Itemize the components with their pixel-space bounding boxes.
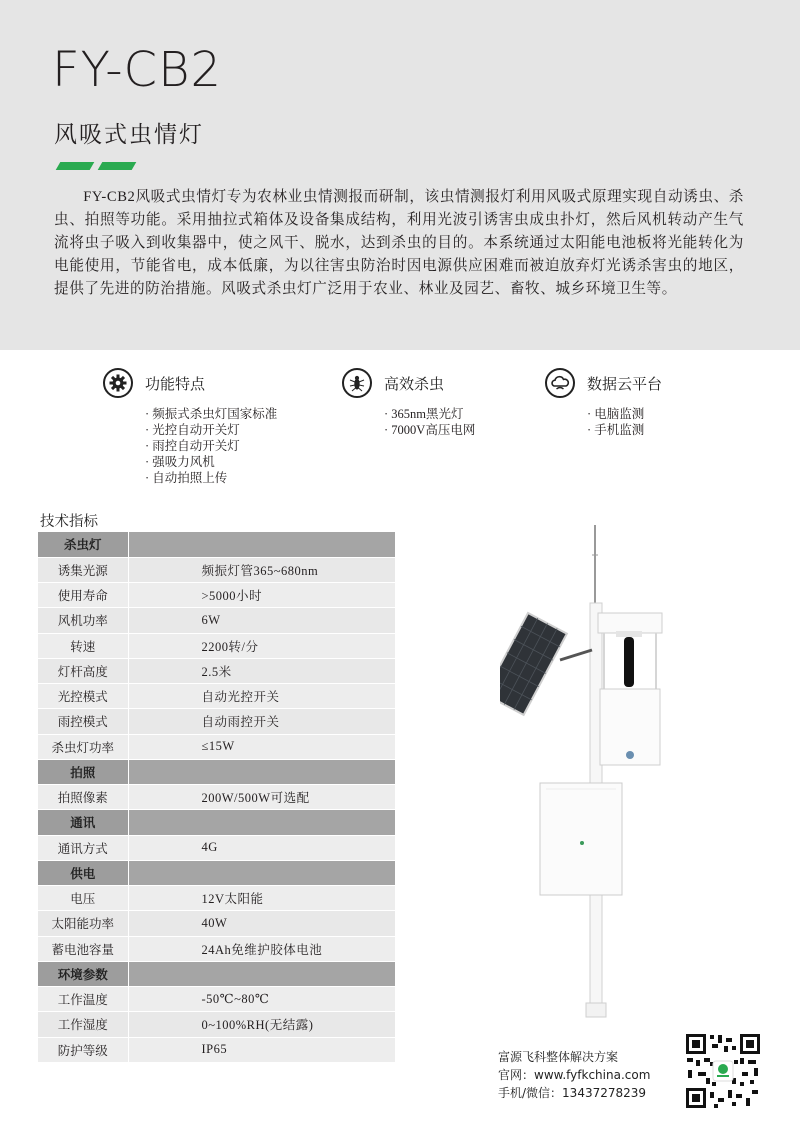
contact-info [498,1048,650,1102]
product-subtitle: 风吸式虫情灯 [54,122,204,148]
feature-title: 高效杀虫 [384,375,445,393]
insect-icon [342,368,372,398]
table-row [38,709,395,734]
spec-label: 太阳能功率 [38,911,128,936]
spec-value: 频振灯管365~680nm [128,557,395,582]
spec-label: 光控模式 [38,684,128,709]
table-row [38,608,395,633]
table-row [38,557,395,582]
spec-value: -50℃~80℃ [128,987,395,1012]
accent-bar-right [98,162,137,170]
spec-section-row [38,810,395,835]
spec-label: 转速 [38,633,128,658]
table-row [38,658,395,683]
table-row [38,835,395,860]
spec-value: 2.5米 [128,658,395,683]
spec-section-row [38,961,395,986]
cloud-icon [545,368,575,398]
spec-label: 电压 [38,886,128,911]
contact-slogan: 富源飞科整体解决方案 [498,1050,619,1064]
spec-section-row [38,759,395,784]
spec-value: IP65 [128,1037,395,1062]
spec-label: 使用寿命 [38,583,128,608]
spec-value: 200W/500W可选配 [128,785,395,810]
spec-value: ≤15W [128,734,395,759]
spec-label: 工作湿度 [38,1012,128,1037]
spec-label: 工作温度 [38,987,128,1012]
gear-icon [103,368,133,398]
table-row [38,583,395,608]
spec-value: 2200转/分 [128,633,395,658]
list-item: · 频振式杀虫灯国家标准 [145,406,277,422]
spec-label: 诱集光源 [38,557,128,582]
spec-label: 蓄电池容量 [38,936,128,961]
feature-list [145,406,277,486]
spec-value: 自动雨控开关 [128,709,395,734]
section-name: 环境参数 [38,961,128,986]
table-row [38,785,395,810]
spec-value: 自动光控开关 [128,684,395,709]
list-item: · 7000V高压电网 [384,422,475,438]
section-name: 供电 [38,860,128,885]
table-row [38,987,395,1012]
spec-value: 6W [128,608,395,633]
feature-title: 数据云平台 [587,375,663,393]
spec-value: 4G [128,835,395,860]
spec-value: 40W [128,911,395,936]
list-item: · 手机监测 [587,422,644,438]
table-row [38,734,395,759]
section-name: 杀虫灯 [38,532,128,557]
intro-paragraph: FY-CB2风吸式虫情灯专为农林业虫情测报而研制，该虫情测报灯利用风吸式原理实现自动诱虫、杀虫、拍照等功能。采用抽拉式箱体及设备集成结构，利用光波引诱害虫成虫扑灯，然后风机转动产生气流将虫子吸入到收集器中，使之风干、脱水，达到杀虫的目的。本系统通过太阳能电池板将光能转化为电能使用，节能省电，成本低廉，为以往害虫防治时因电源供应困难而被迫放弃灯光诱杀害虫的地区，提供了先进的防治措施。风吸式杀虫灯广泛用于农业、林业及园艺、畜牧、城乡环境卫生等。 [54,189,744,297]
table-row [38,886,395,911]
section-name: 拍照 [38,759,128,784]
feature-list [587,406,644,438]
spec-value: 12V太阳能 [128,886,395,911]
spec-section-row [38,860,395,885]
product-image [500,525,670,1035]
table-row [38,911,395,936]
spec-value: >5000小时 [128,583,395,608]
spec-title: 技术指标 [40,514,98,530]
contact-website: 官网：www.fyfkchina.com [498,1068,651,1082]
spec-value: 0~100%RH(无结露) [128,1012,395,1037]
spec-label: 杀虫灯功率 [38,734,128,759]
spec-label: 灯杆高度 [38,658,128,683]
feature-list [384,406,475,438]
list-item: · 强吸力风机 [145,454,277,470]
qr-code-icon [684,1032,762,1110]
feature-title: 功能特点 [145,375,206,393]
spec-label: 通讯方式 [38,835,128,860]
list-item: · 电脑监测 [587,406,644,422]
table-row [38,633,395,658]
table-row [38,684,395,709]
list-item: · 雨控自动开关灯 [145,438,277,454]
spec-section-row [38,532,395,557]
spec-label: 拍照像素 [38,785,128,810]
spec-table [38,532,395,1063]
spec-label: 防护等级 [38,1037,128,1062]
model-title: FY-CB2 [52,42,223,98]
list-item: · 自动拍照上传 [145,470,277,486]
table-row [38,1037,395,1062]
list-item: · 365nm黑光灯 [384,406,475,422]
spec-value: 24Ah免维护胶体电池 [128,936,395,961]
accent-bar-left [56,162,95,170]
table-row [38,1012,395,1037]
table-row [38,936,395,961]
contact-phone: 手机/微信：13437278239 [498,1086,647,1100]
section-name: 通讯 [38,810,128,835]
list-item: · 光控自动开关灯 [145,422,277,438]
spec-label: 雨控模式 [38,709,128,734]
spec-label: 风机功率 [38,608,128,633]
header-band [0,0,800,350]
